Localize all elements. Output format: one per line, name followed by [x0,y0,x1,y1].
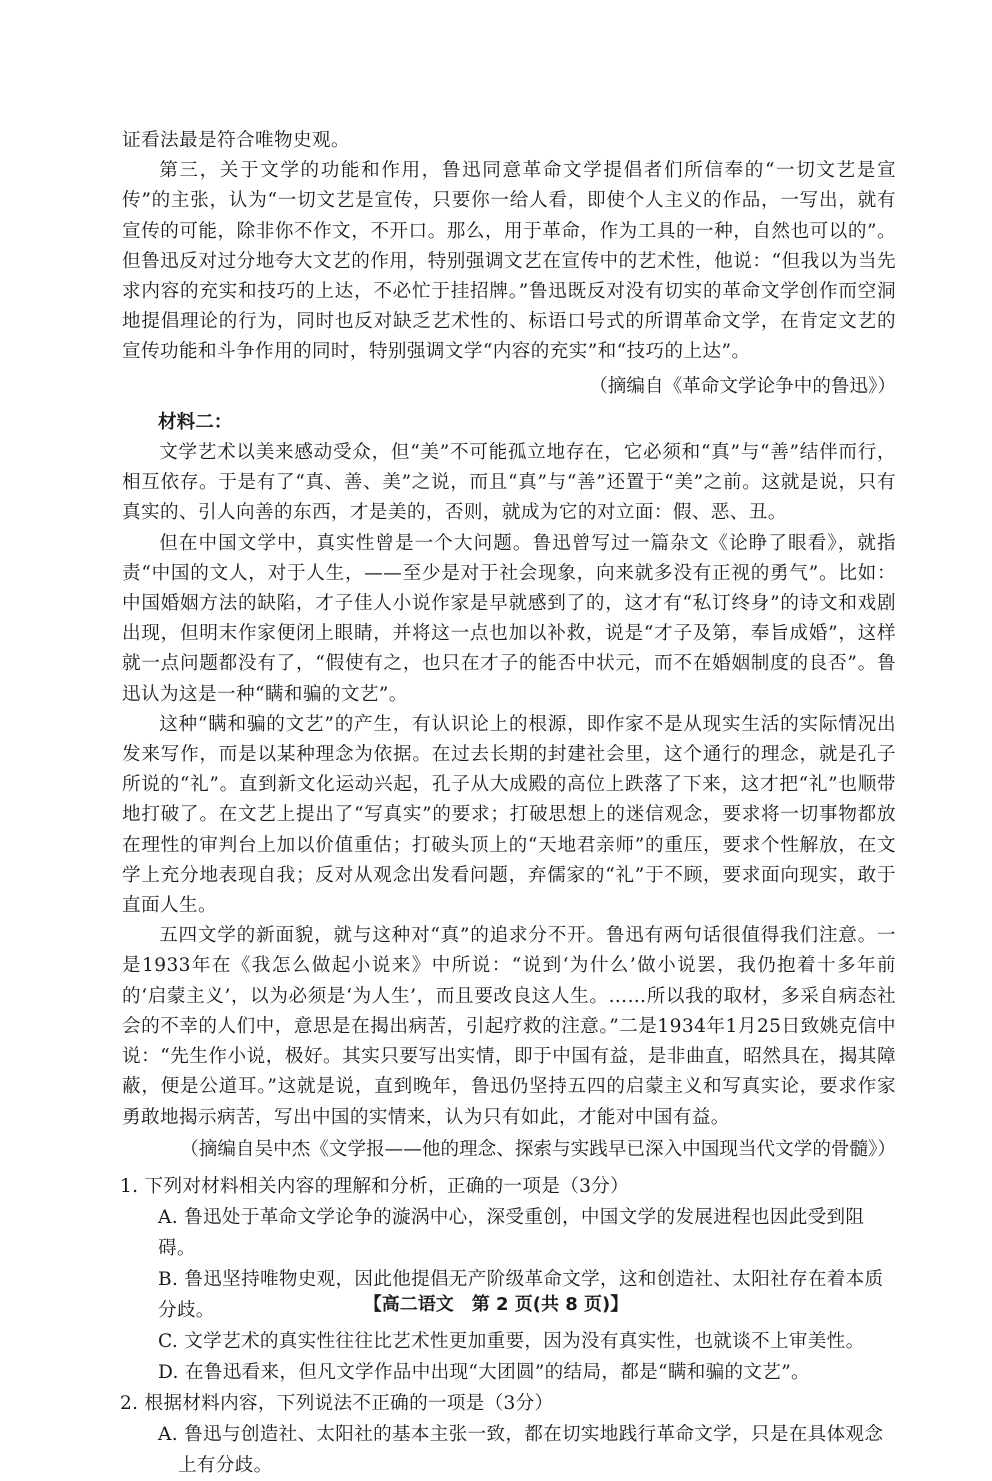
question-1-stem: 1. 下列对材料相关内容的理解和分析，正确的一项是（3分） [120,1175,630,1197]
source-citation-1: （摘编自《革命文学论争中的鲁迅》） [589,375,896,397]
question-2-stem: 2. 根据材料内容，下列说法不正确的一项是（3分） [120,1392,554,1414]
paragraph-continuation: 证看法最是符合唯物史观。 [122,130,350,151]
question-1-option-b: B. 鲁迅坚持唯物史观，因此他提倡无产阶级革命文学，这和创造社、太阳社存在着本质分歧。 [158,1268,884,1321]
paragraph-third-point: 第三，关于文学的功能和作用，鲁迅同意革命文学提倡者们所信奉的“一切文艺是宣传”的主张，认为“一切文艺是宣传，只要你一给人看，即使个人主义的作品，一写出，就有宣传的可能，除非你不作文，不开口。那么，用于革命，作为工具的一种，自然也可以的”。但鲁迅反对过分地夸大文艺的作用，特别强调文艺在宣传中的艺术性，他说：“但我以为当先求内容的充实和技巧的上达，不必忙于挂招牌。”鲁迅既反对没有切实的革命文学创作而空洞地提倡理论的行为，同时也反对缺乏艺术性的、标语口号式的所谓革命文学，在肯定文艺的宣传功能和斗争作用的同时，特别强调文学“内容的充实”和“技巧的上达”。 [122,160,896,363]
paragraph-may-fourth: 五四文学的新面貌，就与这种对“真”的追求分不开。鲁迅有两句话很值得我们注意。一是1933年在《我怎么做起小说来》中所说：“说到‘为什么’做小说罢，我仍抱着十多年前的‘启蒙主义’，以为必须是‘为人生’，而且要改良这人生。……所以我的取材，多采自病态社会的不幸的人们中，意思是在揭出病苦，引起疗救的注意。”二是1934年1月25日致姚克信中说：“先生作小说，极好。其实只要写出实情，即于中国有益，是非曲直，昭然具在，揭其障蔽，便是公道耳。”这就是说，直到晚年，鲁迅仍坚持五四的启蒙主义和写真实论，要求作家勇敢地揭示病苦，写出中国的实情来，认为只有如此，才能对中国有益。 [122,925,896,1128]
question-2-option-a: A. 鲁迅与创造社、太阳社的基本主张一致，都在切实地践行革命文学，只是在具体观念上有分歧。 [158,1423,884,1476]
question-1-option-a: A. 鲁迅处于革命文学论争的漩涡中心，深受重创，中国文学的发展进程也因此受到阻碍。 [158,1206,865,1259]
paragraph-authenticity: 但在中国文学中，真实性曾是一个大问题。鲁迅曾写过一篇杂文《论睁了眼看》，就指责“中国的文人，对于人生，——至少是对于社会现象，向来就多没有正视的勇气”。比如：中国婚姻方法的缺陷，才子佳人小说作家是早就感到了的，这才有“私订终身”的诗文和戏剧出现，但明末作家便闭上眼睛，并将这一点也加以补救，说是“才子及第，奉旨成婚”，这样就一点问题都没有了，“假使有之，也只在才子的能否中状元，而不在婚姻制度的良否”。鲁迅认为这是一种“瞒和骗的文艺”。 [122,532,896,705]
paragraph-deception-roots: 这种“瞒和骗的文艺”的产生，有认识论上的根源，即作家不是从现实生活的实际情况出发来写作，而是以某种理念为依据。在过去长期的封建社会里，这个通行的理念，就是孔子所说的“礼”。直到新文化运动兴起，孔子从大成殿的高位上跌落了下来，这才把“礼”也顺带地打破了。在文艺上提出了“写真实”的要求；打破思想上的迷信观念，要求将一切事物都放在理性的审判台上加以价值重估；打破头顶上的“天地君亲师”的重压，要求个性解放，在文学上充分地表现自我；反对从观念出发看问题，弃儒家的“礼”于不顾，要求面向现实，敢于直面人生。 [122,713,896,917]
question-block [120,1171,896,1481]
question-1-option-d: D. 在鲁迅看来，但凡文学作品中出现“大团圆”的结局，都是“瞒和骗的文艺”。 [158,1361,810,1383]
material-two-heading: 材料二： [158,411,233,433]
page-footer: 【高二语文 第 2 页(共 8 页)】 [363,1294,629,1315]
source-citation-2: （摘编自吴中杰《文学报——他的理念、探索与实践早已深入中国现当代文学的骨髓》） [180,1138,896,1160]
paragraph-truth-beauty: 文学艺术以美来感动受众，但“美”不可能孤立地存在，它必须和“真”与“善”结伴而行，相互依存。于是有了“真、善、美”之说，而且“真”与“善”还置于“美”之前。这就是说，只有真实的、引人向善的东西，才是美的，否则，就成为它的对立面：假、恶、丑。 [122,442,896,524]
question-1-option-c: C. 文学艺术的真实性往往比艺术性更加重要，因为没有真实性，也就谈不上审美性。 [158,1330,865,1352]
